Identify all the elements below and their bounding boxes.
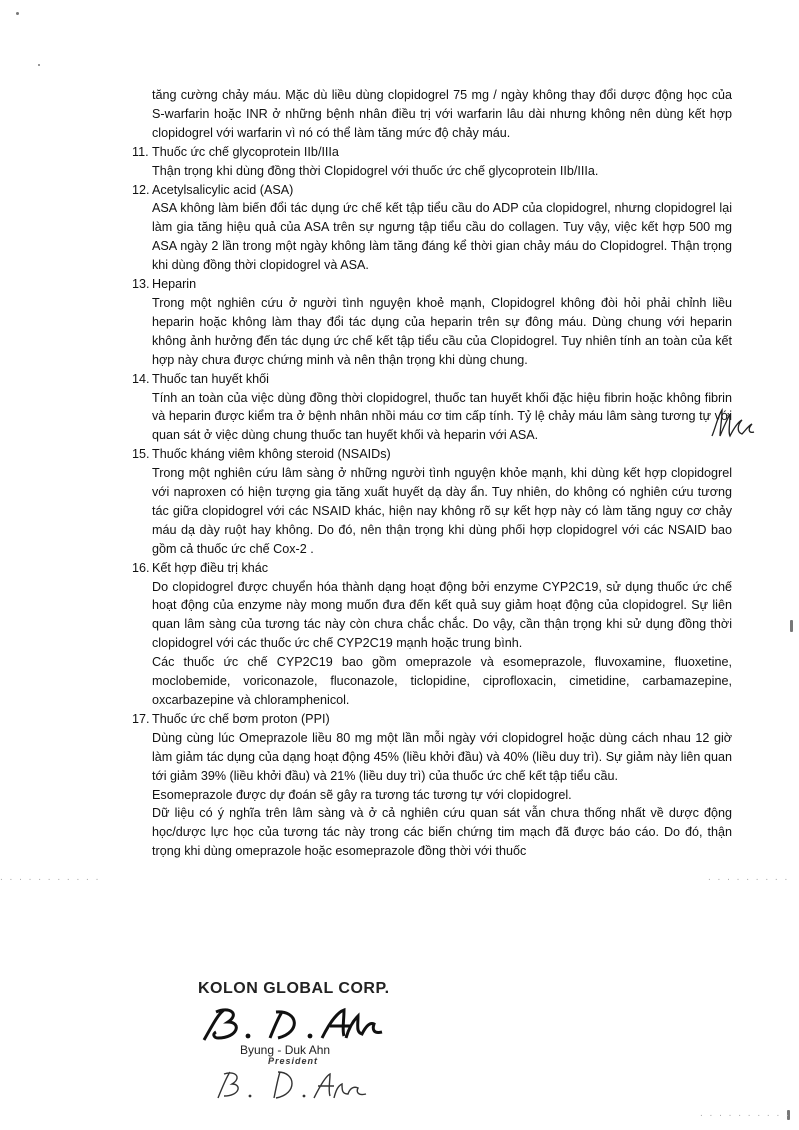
section-title: Kết hợp điều trị khác: [152, 560, 269, 575]
section-12: [132, 181, 732, 276]
section-paragraph: Trong một nghiên cứu lâm sàng ở những người tình nguyện khỏe mạnh, khi dùng kết hợp clopidogrel với naproxen có hiện tượng gia tăng xuất huyết dạ dày ẩn. Tuy nhiên, do không có nghiên cứu tương tác giữa clopidogrel với các NSAID khác, hiện nay không rõ sự kết hợp này có làm tăng nguy cơ chảy máu dạ dày ruột hay không. Do đó, nên thận trọng khi dùng phối hợp clopidogrel với các NSAID bao gồm cả thuốc ức chế Cox-2 .: [152, 466, 732, 556]
section-number: 13.: [132, 277, 150, 292]
signatory-title: President: [268, 1056, 319, 1066]
section-paragraph: Do clopidogrel được chuyển hóa thành dạng hoạt động bởi enzyme CYP2C19, sử dụng thuốc ức chế hoạt động của enzyme này mong muốn đưa đến kết quả suy giảm hoạt động của clopidogrel. Sự liên quan lâm sàng của tương tác này còn chưa chắc chắc. Do vậy, cần thận trọng khi sử dụng đồng thời clopidogrel với các thuốc ức chế CYP2C19 mạnh hoặc trung bình.: [152, 579, 732, 651]
section-number: 11.: [132, 144, 149, 159]
scan-speck: [16, 12, 19, 15]
section-14: [132, 370, 732, 446]
section-number: 15.: [132, 447, 150, 462]
section-number: 17.: [132, 711, 150, 726]
section-paragraph: Thận trọng khi dùng đồng thời Clopidogrel với thuốc ức chế glycoprotein IIb/IIIa.: [152, 163, 599, 178]
initials-mark: [708, 406, 760, 440]
section-13: [132, 275, 732, 370]
section-title: Thuốc tan huyết khối: [152, 371, 269, 386]
section-paragraph: Esomeprazole được dự đoán sẽ gây ra tương tác tương tự với clopidogrel.: [152, 787, 572, 802]
company-stamp: KOLON GLOBAL CORP.: [198, 980, 390, 997]
scan-speck: [790, 620, 793, 632]
section-paragraph: Dùng cùng lúc Omeprazole liều 80 mg một lần mỗi ngày với clopidogrel hoặc dùng cách nhau 12 giờ làm giảm tác dụng của dạng hoạt động 45% (liều khởi đầu) và 40% (liều duy trì). Sự giảm này liên quan tới giảm 39% (liều khởi đầu) và 21% (liều duy trì) của thuốc ức chế kết tập tiểu cầu.: [152, 730, 732, 783]
signatory-name: Byung - Duk Ahn: [240, 1043, 331, 1057]
section-title: Thuốc ức chế glycoprotein IIb/IIIa: [152, 144, 339, 159]
section-17: [132, 710, 732, 861]
scan-dots: . . . . . . . . .: [708, 872, 790, 883]
signature-primary: [198, 1004, 408, 1046]
section-15: [132, 445, 732, 558]
section-title: Heparin: [152, 277, 197, 292]
intro-paragraph: tăng cường chảy máu. Mặc dù liều dùng clopidogrel 75 mg / ngày không thay đổi dược động học của S-warfarin hoặc INR ở những bệnh nhân điều trị với warfarin lâu dài nhưng không nên dùng kết hợp clopidogrel với warfarin vì nó có thể làm tăng mức độ chảy máu.: [152, 88, 732, 140]
section-title: Thuốc kháng viêm không steroid (NSAIDs): [152, 447, 391, 462]
document-body: [132, 86, 732, 861]
section-11: [132, 143, 732, 181]
section-title: Thuốc ức chế bơm proton (PPI): [152, 711, 330, 726]
section-number: 12.: [132, 182, 150, 197]
scan-dots: . . . . . . . . . . .: [0, 872, 101, 883]
section-paragraph: ASA không làm biến đổi tác dụng ức chế kết tập tiểu cầu do ADP của clopidogrel, nhưng clopidogrel lại làm gia tăng hiệu quả của ASA trên sự ngưng tập tiểu cầu do collagen. Tuy vậy, việc kết hợp 500 mg ASA ngày 2 lần trong một ngày không làm tăng đáng kể thời gian chảy máu do Clopidogrel. Thận trọng khi dùng đồng thời clopidogrel và ASA.: [152, 201, 732, 273]
section-number: 14.: [132, 371, 150, 386]
section-paragraph: Tính an toàn của việc dùng đồng thời clopidogrel, thuốc tan huyết khối đặc hiệu fibrin hoặc không fibrin và heparin được kiểm tra ở bệnh nhân nhồi máu cơ tim cấp tính. Tỷ lệ chảy máu lâm sàng tương tự với quan sát ở việc dùng chung thuốc tan huyết khối và heparin với ASA.: [152, 390, 732, 443]
section-16: [132, 559, 732, 710]
section-paragraph: Trong một nghiên cứu ở người tình nguyện khoẻ mạnh, Clopidogrel không đòi hỏi phải chỉnh liều heparin hoặc không làm thay đổi tác dụng của heparin trên sự đông máu. Dùng chung với heparin không ảnh hưởng đến tác dụng ức chế kết tập tiểu cầu của Clopidogrel. Tuy nhiên tính an toàn của kết hợp này chưa được chứng minh và nên thận trọng khi dùng chung.: [152, 295, 732, 367]
signature-secondary: [210, 1068, 370, 1102]
scan-speck: [38, 64, 40, 66]
section-title: Acetylsalicylic acid (ASA): [152, 182, 294, 197]
section-number: 16.: [132, 560, 150, 575]
scan-dots: . . . . . . . . . .: [700, 1108, 791, 1119]
section-paragraph: Các thuốc ức chế CYP2C19 bao gồm omeprazole và esomeprazole, fluvoxamine, fluoxetine, moclobemide, voriconazole, fluconazole, ticlopidine, ciprofloxacin, cimetidine, carbamazepine, oxcarbazepine và chloramphenicol.: [152, 655, 732, 707]
section-paragraph: Dữ liệu có ý nghĩa trên lâm sàng và ở cả nghiên cứu quan sát vẫn chưa thống nhất về dược động học/dược lực học của tương tác này trong các biến chứng tim mạch đã được báo cáo. Do đó, thận trọng khi dùng omeprazole hoặc esomeprazole đồng thời với thuốc: [152, 806, 732, 859]
